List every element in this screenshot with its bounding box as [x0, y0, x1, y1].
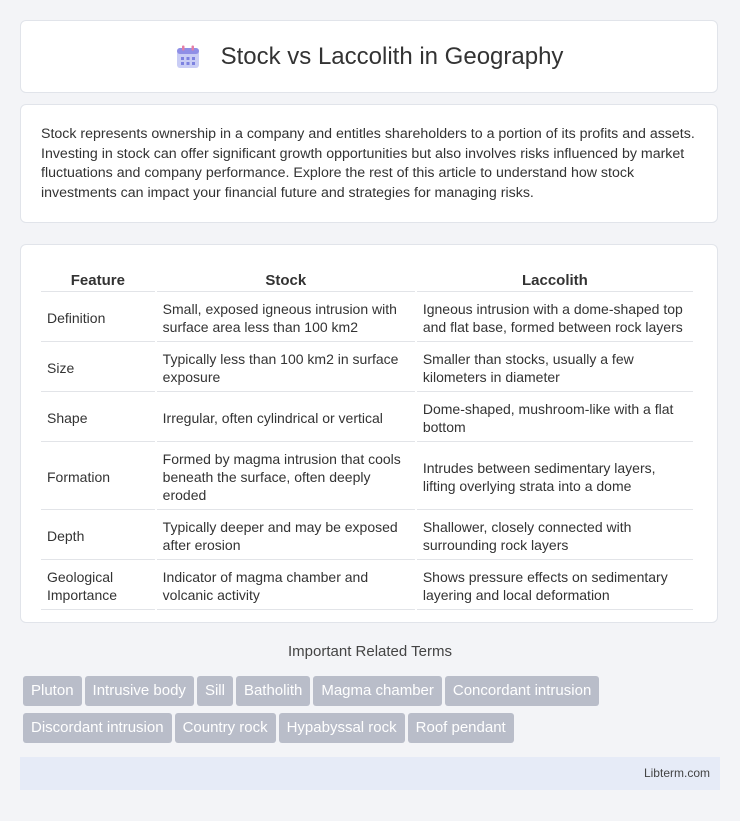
tag-discordant-intrusion[interactable]: Discordant intrusion [23, 713, 172, 743]
header-card [20, 20, 718, 93]
tag-batholith[interactable]: Batholith [236, 676, 310, 706]
laccolith-cell: Intrudes between sedimentary layers, lifting overlying strata into a dome [417, 444, 693, 510]
laccolith-cell: Shows pressure effects on sedimentary layering and local deformation [417, 562, 693, 610]
tag-sill[interactable]: Sill [197, 676, 233, 706]
tag-hypabyssal-rock[interactable]: Hypabyssal rock [279, 713, 405, 743]
comparison-card [20, 244, 718, 623]
header-stock: Stock [157, 269, 415, 292]
comparison-table [39, 267, 695, 612]
laccolith-cell: Smaller than stocks, usually a few kilometers in diameter [417, 344, 693, 392]
tag-roof-pendant[interactable]: Roof pendant [408, 713, 514, 743]
table-row [41, 512, 693, 560]
stock-cell: Typically deeper and may be exposed after erosion [157, 512, 415, 560]
table-row [41, 294, 693, 342]
related-terms-title: Important Related Terms [288, 643, 452, 660]
tag-intrusive-body[interactable]: Intrusive body [85, 676, 194, 706]
stock-cell: Indicator of magma chamber and volcanic activity [157, 562, 415, 610]
tag-country-rock[interactable]: Country rock [175, 713, 276, 743]
feature-cell: Shape [41, 394, 155, 442]
feature-cell: Formation [41, 444, 155, 510]
stock-cell: Formed by magma intrusion that cools beneath the surface, often deeply eroded [157, 444, 415, 510]
tag-magma-chamber[interactable]: Magma chamber [313, 676, 442, 706]
calendar-grid-icon [175, 44, 201, 70]
tag-pluton[interactable]: Pluton [23, 676, 82, 706]
header-laccolith: Laccolith [417, 269, 693, 292]
table-row [41, 562, 693, 610]
table-row [41, 444, 693, 510]
related-terms-list [23, 676, 723, 750]
tag-concordant-intrusion[interactable]: Concordant intrusion [445, 676, 599, 706]
laccolith-cell: Shallower, closely connected with surrounding rock layers [417, 512, 693, 560]
stock-cell: Typically less than 100 km2 in surface exposure [157, 344, 415, 392]
page-title: Stock vs Laccolith in Geography [220, 42, 564, 70]
footer [20, 757, 720, 790]
feature-cell: Size [41, 344, 155, 392]
stock-cell: Irregular, often cylindrical or vertical [157, 394, 415, 442]
table-header-row [41, 269, 693, 292]
feature-cell: Definition [41, 294, 155, 342]
table-row [41, 394, 693, 442]
stock-cell: Small, exposed igneous intrusion with surface area less than 100 km2 [157, 294, 415, 342]
laccolith-cell: Dome-shaped, mushroom-like with a flat bottom [417, 394, 693, 442]
feature-cell: Depth [41, 512, 155, 560]
intro-card [20, 104, 718, 223]
feature-cell: Geological Importance [41, 562, 155, 610]
footer-site-link[interactable]: Libterm.com [643, 766, 710, 780]
intro-paragraph: Stock represents ownership in a company and entitles shareholders to a portion of its profits and assets. Investing in stock can offer significant growth opportunities but also involves risks influenced by market fluctuations and company performance. Explore the rest of this article to understand how stock investments can impact your financial future and strategies for managing risks. [41, 126, 695, 201]
header-feature: Feature [41, 269, 155, 292]
laccolith-cell: Igneous intrusion with a dome-shaped top and flat base, formed between rock layers [417, 294, 693, 342]
table-row [41, 344, 693, 392]
